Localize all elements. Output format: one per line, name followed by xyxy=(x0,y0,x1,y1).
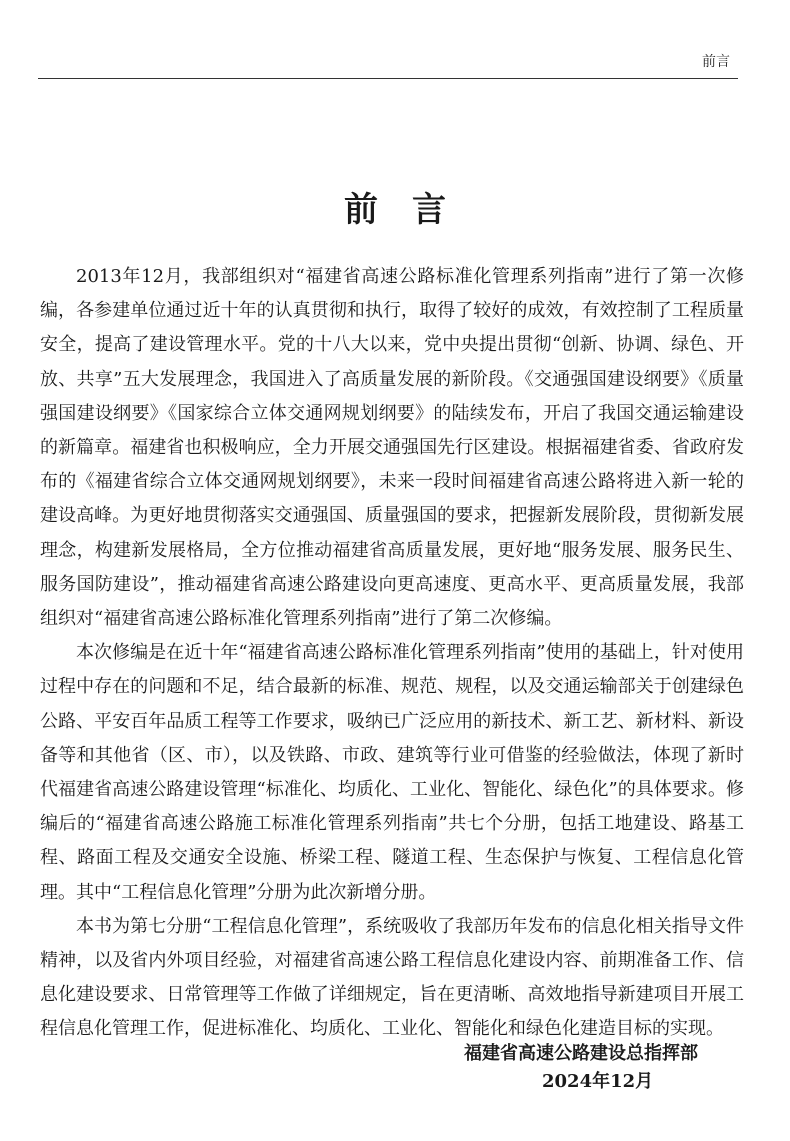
paragraph: 2013年12月，我部组织对“福建省高速公路标准化管理系列指南”进行了第一次修编，各参建单位通过近十年的认真贯彻和执行，取得了较好的成效，有效控制了工程质量安全，提高了建设管理水平。党的十八大以来，党中央提出贯彻“创新、协调、绿色、开放、共享”五大发展理念，我国进入了高质量发展的新阶段。《交通强国建设纲要》《质量强国建设纲要》《国家综合立体交通网规划纲要》的陆续发布，开启了我国交通运输建设的新篇章。福建省也积极响应，全力开展交通强国先行区建设。根据福建省委、省政府发布的《福建省综合立体交通网规划纲要》，未来一段时间福建省高速公路将进入新一轮的建设高峰。为更好地贯彻落实交通强国、质量强国的要求，把握新发展阶段，贯彻新发展理念，构建新发展格局，全方位推动福建省高质量发展，更好地“服务发展、服务民生、服务国防建设”，推动福建省高速公路建设向更高速度、更高水平、更高质量发展，我部组织对“福建省高速公路标准化管理系列指南”进行了第二次修编。 xyxy=(40,266,744,630)
paragraph: 本次修编是在近十年“福建省高速公路标准化管理系列指南”使用的基础上，针对使用过程中存在的问题和不足，结合最新的标准、规范、规程，以及交通运输部关于创建绿色公路、平安百年品质工程等工作要求，吸纳已广泛应用的新技术、新工艺、新材料、新设备等和其他省（区、市），以及铁路、市政、建筑等行业可借鉴的经验做法，体现了新时代福建省高速公路建设管理“标准化、均质化、工业化、智能化、绿色化”的具体要求。修编后的“福建省高速公路施工标准化管理系列指南”共七个分册，包括工地建设、路基工程、路面工程及交通安全设施、桥梁工程、隧道工程、生态保护与恢复、工程信息化管理。其中“工程信息化管理”分册为此次新增分册。 xyxy=(40,642,744,903)
running-header-section: 前言 xyxy=(702,54,730,70)
signature-block xyxy=(440,1040,740,1096)
paragraph: 本书为第七分册“工程信息化管理”，系统吸收了我部历年发布的信息化相关指导文件精神，以及省内外项目经验，对福建省高速公路工程信息化建设内容、前期准备工作、信息化建设要求、日常管理等工作做了详细规定，旨在更清晰、高效地指导新建项目开展工程信息化管理工作，促进标准化、均质化、工业化、智能化和绿色化建造目标的实现。 xyxy=(40,915,744,1040)
body-text xyxy=(40,260,744,1047)
signature-date: 2024年12月 xyxy=(542,1071,654,1092)
page-title: 前言 xyxy=(344,190,480,230)
running-header xyxy=(38,52,738,79)
signature-organization: 福建省高速公路建设总指挥部 xyxy=(464,1043,698,1064)
